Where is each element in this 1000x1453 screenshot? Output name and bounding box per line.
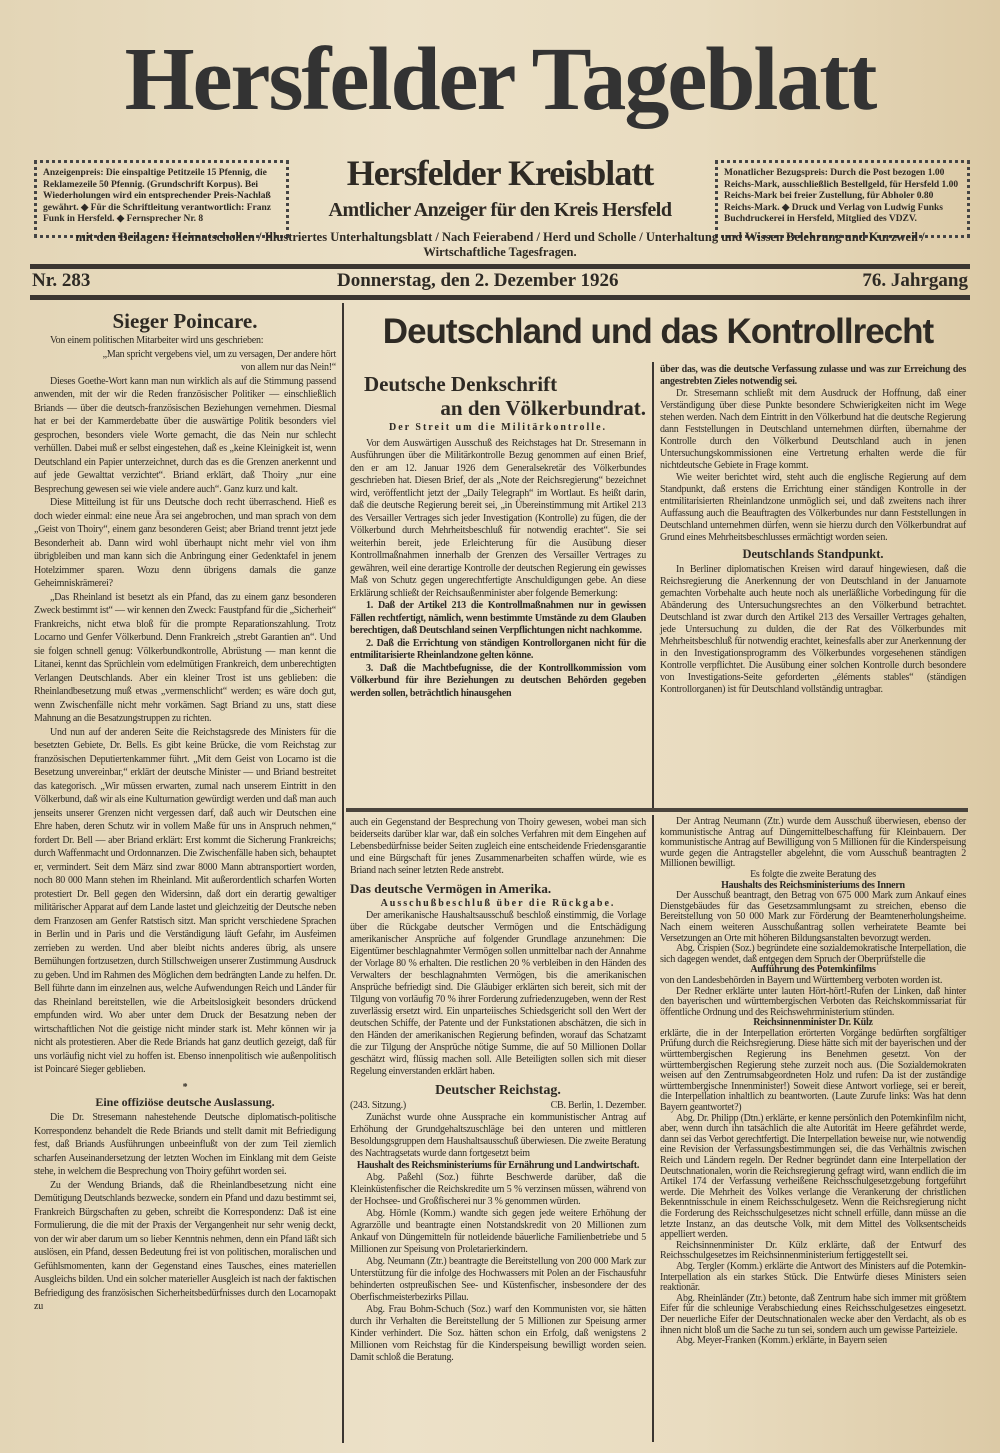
section-title: Das deutsche Vermögen in Amerika. — [350, 881, 552, 896]
paragraph: Abg. Meyer-Franken (Komm.) erklärte, in Bayern seien — [676, 1335, 887, 1347]
paragraph: Dieses Goethe-Wort kann man nun wirklich als auf die Stimmung passend anwenden, mit der wir die Reden französischer Politiker — einschließlich Briands — über die deutsch-französischen Beziehungen vernehmen. Diesmal hat er bei der Kammerdebatte über die auswärtige Politik besonders viel gesprochen, besonders viele Worte gemacht, die das Nein nur schlecht verhüllen. Dabei muß er selbst eingestehen, daß es „keine Kleinigkeit ist, wenn Deutschland ein Papier unterzeichnet, durch das es die Grenzen anerkennt und auf jede Gewalttat verzichtet“. Briand erklärt, daß Thoiry „nur eine Besprechung gewesen sei wie viele andere auch“. Ganz kurz und kalt. — [34, 375, 336, 495]
rule-top — [30, 264, 970, 269]
paragraph: Abg. Frau Bohm-Schuch (Soz.) warf den Kommunisten vor, sie hätten durch ihr Verhalten die Bereitstellung der 5 Millionen zur Speisung armer Kinder verhindert. Die Soz. hätten schon ein Erfolg, daß wenigstens 2 Millionen vom Reichstag für die Kinderspeisung bewilligt worden seien. Damit schloß die Beratung. — [350, 1304, 646, 1363]
section-title: Deutschlands Standpunkt. — [742, 547, 884, 561]
section-title: Eine offiziöse deutsche Auslassung. — [95, 1095, 275, 1109]
middle-column-upper — [350, 372, 646, 700]
left-column — [34, 308, 336, 1314]
article-title-line2: an den Völkerbundrat. — [440, 396, 646, 420]
paragraph: Der Antrag Neumann (Ztr.) wurde dem Ausschuß überwiesen, ebenso der kommunistische Antrag auf Düngemittelbeschaffung für Kleinbauern. Der kommunistische Antrag auf Bewilligung von 5 Millionen für die Kinderspeisung wurde gegen die Antragsteller abgelehnt, die vom Ausschuß beantragten 2 Millionen bewilligt. — [660, 816, 966, 870]
middle-column-lower — [350, 817, 646, 1364]
paragraph: In Berliner diplomatischen Kreisen wird darauf hingewiesen, daß die Reichsregierung die Anerkennung der von Deutschland in der Januarnote gemachten Vorbehalte auch heute noch als unerläßliche Vorbedingung für die Abänderung des Untersuchungsrechtes an den Völkerbund betrachtet. Deutschland ist zwar durch den Artikel 213 des Versailler Vertrages gehalten, jede Untersuchung zu dulden, die der Rat des Völkerbundes mit Mehrheitsbeschluß für notwendig erachtet, keinesfalls aber zur Anerkennung der in den Investigationsprogramm des Völkerbundes vorgesehenen ständigen Kontrolle verpflichtet. Die Ausübung einer solchen Kontrolle durch besondere von Investigations-Seite geforderten „éléments stables“ (ständigen Kontrollorganen) ist für Deutschland vollständig untragbar. — [660, 564, 966, 695]
subheading: Haushalts des Reichsministeriums des Innern — [721, 879, 905, 891]
article-title-line1: Deutsche Denkschrift — [364, 372, 558, 396]
paragraph: Abg. Crispien (Soz.) begründete eine sozialdemokratische Interpellation, die sich dagegen wendet, daß entgegen dem Spruch der Oberprüfstelle die — [660, 943, 966, 965]
intro: Von einem politischen Mitarbeiter wird uns geschrieben: — [50, 335, 264, 346]
paragraph: auch ein Gegenstand der Besprechung von Thoiry gewesen, wobei man sich beiderseits darüber klar war, daß ein solches Verfahren mit dem Eingehen auf Lebensbedürfnisse beider Seiten zugleich eine entscheidende Friedensgarantie und eine Bürgschaft für jenes Zusammenarbeiten schaffen würde, wie es Briand nach seiner letzten Rede anstrebt. — [350, 817, 646, 876]
subheading: Aufführung des Potemkinfilms — [750, 964, 876, 976]
paragraph: Es folgte die zweite Beratung des — [750, 868, 876, 880]
paragraph: Und nun auf der anderen Seite die Reichstagsrede des Ministers für die besetzten Gebiete, Dr. Bells. Es gibt keine Brücke, die vom Reichstag zur französischen Deputiertenkammer führt. „Mit dem Geist von Locarno ist die Besetzung unvereinbar,“ erklärt der deutsche Minister — und Briand bestreitet das kategorisch. „Wir müssen erwarten, zumal nach unserem Eintritt in den Völkerbund, daß wir als eine Kulturnation gewürdigt werden und daß man auch jenseits unserer Grenzen nicht vergessen darf, daß auch wir Deutschen eine Ehre haben, deren Schutz wir in vollem Maße für uns in Anspruch nehmen,“ fordert Dr. Bell — aber Briand erklärt: Erst kommt die Sicherung Frankreichs; durch Waffenmacht und Ordonnanzen. Die Zwischenfälle haben sich, behauptet er, vermindert. Seit dem März sind zwar 8000 Mann abtransportiert worden, noch 80 000 Mann stehen im Rheinland. Mit außerordentlich scharfen Worten protestiert Dr. Bell gegen den Widersinn, daß dort ein derartig gewaltiger militärischer Apparat auf dem Lande lastet und gleichzeitig der Deutsche neben dem Franzosen am Genfer Ratstisch sitzt. Man spricht verschiedene Sprachen in Berlin und in Paris und die Verständigung läuft Gefahr, im Ausfeimen zerrieben zu werden. Und aber bleibt nichts anderes übrig, als unsere Bemühungen fortzusetzen, durch Stillschweigen unserer Zustimmung Ausdruck zu geben. Und im Rahmen des Möglichen dem bedrängten Lande zu helfen. Dr. Bell führte dann im einzelnen aus, welche Aufwendungen Reich und Länder für das Rheinland bereitstellen, wie die Arbeitslosigkeit besonders drückend empfunden wird. Wo aber unter dem Druck der Besatzung neben der wirtschaftlichen Not die geistige nicht minder stark ist. Mehr können wir ja nicht als protestieren. Aber die Rede Briands hat ganz deutlich gezeigt, daß für uns vorläufig nicht viel zu hoffen ist. Ebenso innenpolitisch wie außenpolitisch ist Poincaré Sieger geblieben. — [34, 726, 336, 1075]
paragraph: Die Dr. Stresemann nahestehende Deutsche diplomatisch-politische Korrespondenz behandelt die Rede Briands und stellt damit mit Befriedigung fest, daß Briands Ausführungen unbeeinflußt von der zum Teil ziemlich scharfen Auseinandersetzung der letzten Wochen im Einklang mit dem Geiste stehe, in welchem die Besprechung von Thoiry geführt worden sei. — [34, 1112, 336, 1177]
paragraph: Wie weiter berichtet wird, steht auch die englische Regierung auf dem Standpunkt, daß erstens die Errichtung einer ständigen Kontrolle in der entmilitarisierten Rheinlandzone unmöglich sei, und daß zweitens nach ihrer Auffassung auch die Beauftragten des Völkerbundes nur dann Feststellungen in Deutschland unternehmen dürfen, wenn sie hierzu durch den Völkerbundrat auf Grund eines Mehrheitsbeschlusses ermächtigt worden seien. — [660, 472, 966, 543]
paragraph: Dr. Stresemann schließt mit dem Ausdruck der Hoffnung, daß einer Verständigung über diese Punkte besondere Schwierigkeiten nicht im Wege stehen werden. Nach dem Eintritt in den Völkerbund hat die deutsche Regierung dann Feststellungen in Deutschland unternehmen dürften, übernahme der Kontrolle durch den Völkerbund Deutschland auch in jenen Untersuchungskommissionen eine Vertretung erhalten werde die für nichtdeutsche Gebiete in Frage kommt. — [660, 388, 966, 471]
masthead-title: Hersfelder Tageblatt — [124, 30, 876, 129]
rule-bottom — [30, 295, 970, 300]
subheading: Reichsinnenminister Dr. Külz — [753, 1017, 873, 1029]
point: 2. Daß die Errichtung von ständigen Kontrollorganen nicht für die entmilitarisierte Rheinlandzone gelten könne. — [350, 637, 646, 661]
separator-asterisk: * — [182, 1081, 188, 1093]
advert-price-box: Anzeigenpreis: Die einspaltige Petitzeile 15 Pfennig, die Reklamezeile 50 Pfennig. (Grundschrift Korpus). Bei Wiederholungen wird ein entsprechender Preis-Nachlaß gewährt. ◆ Für die Schriftleitung verantwortlich: Franz Funk in Hersfeld. ◆ Fernsprecher Nr. 8 — [34, 160, 289, 238]
volume-year: 76. Jahrgang — [862, 270, 968, 291]
paragraph: Abg. Hörnle (Komm.) wandte sich gegen jede weitere Erhöhung der Agrarzölle und beantragte einen Notstandskredit von 20 Millionen zum Ankauf von Düngemitteln für notleidende bäuerliche Familienbetriebe und 5 Millionen zur Speisung von Proletarierkindern. — [350, 1208, 646, 1255]
paragraph: Zunächst wurde ohne Aussprache ein kommunistischer Antrag auf Erhöhung der Grundgehaltszuschläge bei den unteren und mittleren Besoldungsgruppen dem Haushaltsausschuß überwiesen. Die zweite Beratung des Nachtragsetats wurde dann fortgesetzt beim — [350, 1112, 646, 1159]
section-subtitle: Ausschußbeschluß über die Rückgabe. — [380, 898, 616, 909]
paragraph: Diese Mitteilung ist für uns Deutsche doch recht überraschend. Hieß es doch wieder einmal: eine neue Ära sei angebrochen, und man sprach von dem „Geist von Thoiry“, einem ganz besonderen Geist; aber Briand trennt jetzt jede Besonderheit ab. Dann wird wohl überhaupt nicht mehr viel von ihm übrigbleiben und man kann sich die Anbringung einer Gedenktafel in jenem Hotelzimmer sparen. Wozu denn übrigens damals die ganze Geheimniskrämerei? — [34, 497, 336, 589]
subscription-price-box: Monatlicher Bezugspreis: Durch die Post bezogen 1.00 Reichs-Mark, ausschließlich Bestellgeld, für Hersfeld 1.00 Reichs-Mark bei freier Zustellung, für Abholer 0.80 Reichs-Mark. ◆ Druck und Verlag von Ludwig Funks Buchdruckerei in Hersfeld, Mitglied des VDZV. — [715, 160, 970, 238]
paragraph: Zu der Wendung Briands, daß die Rheinlandbesetzung nicht eine Demütigung Deutschlands bezwecke, sondern ein Pfand und dazu bestimmt sei, Frankreich Bürgschaften zu geben, schreibt die Korrespondenz: Daß ist eine Formulierung, die die mit der Praxis der Vergangenheit nur sehr wenig deckt, von der wir aber darum um so lieber Kenntnis nehmen, denn ein Pfand läßt sich auslösen, ein Pfand, dessen Bedeutung frei ist von politischen, moralischen und Gefühlsmomenten, kann der Gegenstand eines Tausches, eines materiellen Ausgleichs bilden. Und ein solcher materieller Ausgleich ist nach der faktischen Befriedigung des französischen Sicherheitsbedürfnisses durch den Locarnopakt zu — [34, 1179, 336, 1312]
session-place: CB. Berlin, 1. Dezember. — [550, 1100, 646, 1111]
paragraph: Reichsinnenminister Dr. Külz erklärte, daß der Entwurf des Reichsschulgesetzes im Reichsinnenministerium fertiggestellt sei. — [660, 1239, 966, 1262]
point: 1. Daß der Artikel 213 die Kontrollmaßnahmen nur in gewissen Fällen rechtfertigt, nämlich, wenn bestimmte Umstände zu dem Glauben berechtigen, daß Deutschland seinen Verpflichtungen nicht nachkomme. — [350, 600, 646, 636]
article-subtitle: Der Streit um die Militärkontrolle. — [388, 422, 608, 433]
paragraph: über das, was die deutsche Verfassung zulasse und was zur Erreichung des angestrebten Zieles notwendig sei. — [660, 364, 966, 387]
section-title: Deutscher Reichstag. — [435, 1083, 561, 1098]
column-divider — [342, 303, 344, 1443]
paragraph: Abg. Paßehl (Soz.) führte Beschwerde darüber, daß die Kleinküstenfischer die Reichskredite um 5 % verzinsen müssen, während von der Hochsee- und Großfischerei nur 3 % genommen würden. — [350, 1172, 646, 1207]
column-divider — [652, 362, 654, 808]
right-column-lower — [660, 817, 966, 1347]
paragraph: Der Redner erklärte unter lauten Hört-hört!-Rufen der Linken, daß hinter den bayerischen und württembergischen Verboten das Reichskommissariat für öffentliche Ordnung und des Reichswehrministerium stünden. — [660, 985, 966, 1018]
masthead-subtitle: Hersfelder Kreisblatt — [346, 153, 654, 193]
paragraph: Der Ausschuß beantragt, den Betrag von 675 000 Mark zum Ankauf eines Dienstgebäudes für das Gesetzsammlungsamt zu streichen, ebenso die Bereitstellung von 50 000 Mark zur Förderung der Beamtenerholungsheime. Nach einem weiteren Ausschußantrag sollen verheiratete Beamte bei Versetzungen an Orte mit höheren Bildungsanstalten bevorzugt werden. — [660, 890, 966, 944]
paragraph: „Das Rheinland ist besetzt als ein Pfand, das zu einem ganz besonderen Zweck bestimmt ist“ — wir kennen den Zweck: Faustpfand für die „Sicherheit“ Frankreichs, nicht etwa bloß für die prompte Reparationszahlung. Trotz Locarno und Genfer Völkerbund. Denn Frankreich „strebt Garantien an“. Und sie folgen schnell genug: Völkerbundkontrolle, Abrüstung — man kennt die Litanei, kennt das Sprüchlein vom edelmütigen Frankreich, dem unberechtigten Verlangen Deutschlands. Aber ein kleiner Trost ist uns geblieben: die Rheinlandbesetzung muß etwas „vermenschlicht“ werden; es wäre doch gut, wenn Zwischenfälle nicht mehr vorkämen. Sagt Briand zu uns, statt diese Mahnung an die Besatzungstruppen zu richten. — [34, 591, 336, 724]
issue-date: Donnerstag, den 2. Dezember 1926 — [337, 270, 619, 291]
point: 3. Daß die Machtbefugnisse, die der Kontrollkommission vom Völkerbund für ihre Beziehungen zu deutschen Behörden gegeben werden sollen, beträchtlich hinausgehen — [350, 662, 646, 699]
right-column-upper — [660, 364, 966, 696]
paragraph: Der amerikanische Haushaltsausschuß beschloß einstimmig, die Vorlage über die Rückgabe deutscher Vermögen und die Entschädigung amerikanischer Ansprüche auf folgender Grundlage anzunehmen: Die Eigentümer beschlagnahmter Vermögen sollen unmittelbar nach der Annahme der Vorlage 80 % erhalten. Die restlichen 20 % verbleiben in den Händen des Verwalters der beschlagnahmten Vermögen, bis die amerikanischen Ansprüche befriedigt sind. Die Gläubiger erklärten sich bereit, sich mit der Tilgung von vorläufig 70 % ihrer Forderung zufriedenzugeben, wenn der Rest zuverlässig ersetzt wird. Ein unparteiisches Schiedsgericht soll den Wert der deutschen Schiffe, der Patente und der Funkstationen abschätzen, die sich in den Händen der amerikanischen Regierung befinden, worauf das Schatzamt die zur Tilgung der Ansprüche nötige Summe, die auf 50 Millionen Dollar geschätzt wird, flüssig machen soll. Alle Beteiligten sollen sich mit dieser Regelung einverstanden erklärt haben. — [350, 910, 646, 1077]
paragraph: Abg. Neumann (Ztr.) beantragte die Bereitstellung von 200 000 Mark zur Unterstützung für die infolge des Hochwassers mit Polen an der Fischausfuhr behinderten ostpreußischen See- und Küstenfischer, insbesondere der des Oberfischmeisterbezirks Pillau. — [350, 1256, 646, 1303]
goethe-quote: „Man spricht vergebens viel, um zu versagen, Der andere hört von allem nur das Nein!“ — [102, 348, 336, 373]
issue-number: Nr. 283 — [32, 270, 91, 291]
paragraph: Abg. Rheinländer (Ztr.) betonte, daß Zentrum habe sich immer mit größtem Eifer für die schleunige Verabschiedung eines Reichsschulgesetzes eingesetzt. Der neuerliche Eifer der Deutschnationalen wecke aber den Verdacht, als ob es ihnen nicht bloß um die Sache zu tun sei, sondern auch um gewisse Parteiziele. — [660, 1292, 966, 1336]
paragraph: erklärte, die in der Interpellation erörterten Vorgänge bedürften sorgfältiger Prüfung durch die Reichsregierung. Diese hätte sich mit der bayerischen und der württembergischen Regierung ins Benehmen gesetzt. Von der württembergischen Regierung stehe zurzeit noch aus. (Die Sozialdemokraten weisen auf den Zentrumsabgeordneten Holz und rufen: Da ist der zuständige württembergische Innenminister!) Soweit diese Antwort vorliege, sei er bereit, die Interpellation inhaltlich zu beantworten. (Laute Zurufe links: Was hat denn Bayern geantwortet?) — [660, 1027, 966, 1114]
masthead-tagline: Amtlicher Anzeiger für den Kreis Hersfeld — [328, 199, 672, 221]
supplements-line: mit den Beilagen: Heimatschollen / Illustriertes Unterhaltungsblatt / Nach Feierabend / Herd und Scholle / Unterhaltung und Wissen Belehrung und Kurzweil / Wirtschaftliche Tagesfragen. — [75, 230, 925, 259]
section-rule — [346, 808, 968, 812]
paragraph: Abg. Tergler (Komm.) erklärte die Antwort des Ministers auf die Potemkin-Interpellation als ein starkes Stück. Die Entwürfe dieses Ministers seien reaktionär. — [660, 1260, 966, 1294]
article-title: Sieger Poincare. — [112, 309, 258, 333]
main-headline: Deutschland und das Kontrollrecht — [382, 312, 934, 351]
session-number: (243. Sitzung.) — [350, 1100, 406, 1111]
column-divider — [652, 815, 654, 1442]
session-info — [350, 1100, 646, 1112]
paragraph: Vor dem Auswärtigen Ausschuß des Reichstages hat Dr. Stresemann in Ausführungen über die Militärkontrolle Bezug genommen auf einen Brief, den er am 12. Januar 1926 dem Generalsekretär des Völkerbundes geschrieben hat. Diesen Brief, der als „Note der Reichsregierung“ bezeichnet wird, veröffentlicht jetzt der „Daily Telegraph“ im Wortlaut. Es heißt darin, daß die deutsche Regierung bereit sei, „in Übereinstimmung mit Artikel 213 des Versailler Vertrages sich jeder Investigation (Kontrolle) zu fügen, die der Völkerbund durch Mehrheitsbeschluß für notwendig erachtet“. Sie sei weiterhin bereit, jede Erleichterung für die Ausübung dieser Kontrollmaßnahmen innerhalb der Grenzen des Versailler Vertrages zu gewähren, weil eine derartige Kontrolle der deutschen Regierung ein gewisses Maß von Schutz gegen ungerechtfertigte Anschuldigungen gebe. An diese Erklärung schließt der Reichsaußenminister aber folgende Bemerkung: — [350, 437, 646, 599]
paragraph: Abg. Dr. Philipp (Dtn.) erklärte, er kenne persönlich den Potemkinfilm nicht, aber, wenn durch ihn tatsächlich die alte Autorität im Heere gefährdet werde, dann sei das Verbot gerechtfertigt. Die Interpellation beweise nur, wie notwendig eine Revision der Verfassungsbestimmungen sei, die das Verhältnis zwischen Reich und Ländern regeln. Der Redner begründet dann eine Interpellation der Deutschnationalen, worin die Reichsregierung gefragt wird, wann endlich die im Artikel 174 der Verfassung verheißene Reichsschulgesetzgebung fortgeführt werde. Die Mehrheit des Volkes verlange die Verankerung der christlichen Bekenntnisschule in einem Reichsschulgesetz. Wenn die Reichsregierung nicht die Forderung des Reichsschulgesetzes nicht schnell erfülle, dann müsse an die letzte Instanz, an das deutsche Volk, mit dem Mittel des Volksentscheids appelliert werden. — [660, 1112, 966, 1241]
subheading: Haushalt des Reichsministeriums für Ernährung und Landwirtschaft. — [356, 1160, 640, 1171]
dateline — [32, 270, 968, 292]
paragraph: von den Landesbehörden in Bayern und Württemberg verboten worden ist. — [660, 974, 943, 986]
